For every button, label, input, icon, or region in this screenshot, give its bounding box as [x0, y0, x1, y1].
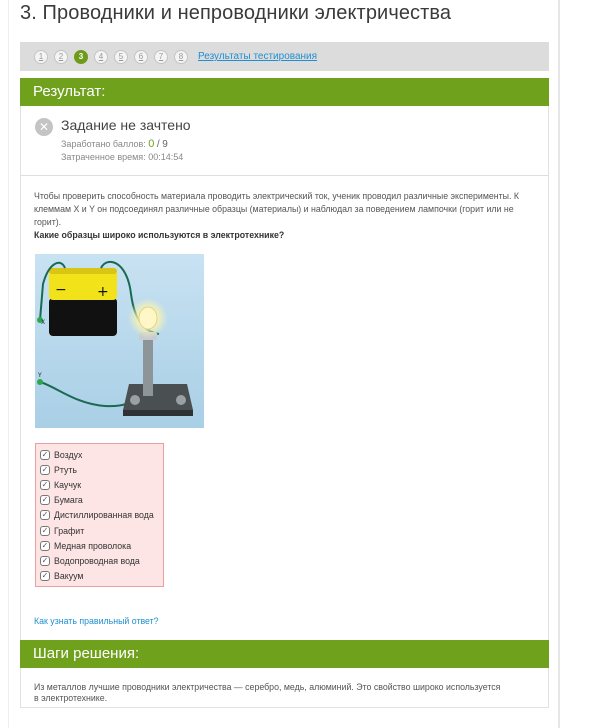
question-description: Чтобы проверить способность материала проводить электрический ток, ученик проводил различные эксперименты. К клеммам X и Y он подсоединял различные образцы (материалы) и наблюдал за поведением лампочки (горит или не горит). [34, 191, 519, 227]
step-navigation [20, 42, 549, 71]
score-line [61, 138, 168, 150]
step-8[interactable]: 8 [174, 50, 188, 64]
circuit-illustration [35, 254, 204, 428]
result-header: Результат: [20, 78, 549, 106]
question-panel [20, 176, 549, 640]
close-circle-icon: ✕ [35, 118, 53, 136]
checkbox-checked-icon[interactable]: ✓ [41, 510, 49, 520]
option-copper-wire[interactable]: ✓ Медная проволока [41, 540, 132, 551]
result-status: Задание не зачтено [61, 117, 191, 133]
checkbox-checked-icon[interactable]: ✓ [41, 449, 49, 459]
circuit-drawing [35, 254, 204, 428]
solution-header: Шаги решения: [20, 640, 549, 668]
checkbox-checked-icon[interactable]: ✓ [41, 555, 49, 565]
option-paper[interactable]: ✓ Бумага [41, 495, 83, 506]
step-5[interactable]: 5 [114, 50, 128, 64]
checkbox-checked-icon[interactable]: ✓ [41, 525, 49, 535]
battery-minus: − [55, 282, 67, 298]
checkbox-checked-icon[interactable]: ✓ [41, 540, 49, 550]
how-to-find-answer-link[interactable]: Как узнать правильный ответ? [34, 616, 159, 626]
terminal-y-label: Y [38, 372, 42, 379]
test-results-link[interactable]: Результаты тестирования [198, 51, 318, 62]
step-7[interactable]: 7 [154, 50, 168, 64]
question-text [34, 190, 524, 242]
frame-border-left [8, 0, 9, 728]
battery-plus: + [97, 284, 109, 300]
frame-border-right [558, 0, 560, 728]
question-prompt: Какие образцы широко используются в электротехнике? [34, 230, 285, 240]
step-2[interactable]: 2 [54, 50, 68, 64]
result-box [20, 106, 549, 176]
checkbox-checked-icon[interactable]: ✓ [41, 571, 49, 581]
solution-panel [20, 668, 549, 708]
option-graphite[interactable]: ✓ Графит [41, 525, 85, 536]
terminal-x-label: X [41, 319, 46, 326]
checkbox-checked-icon[interactable]: ✓ [41, 495, 49, 505]
answer-options [35, 443, 164, 587]
step-6[interactable]: 6 [134, 50, 148, 64]
solution-text: Из металлов лучшие проводники электричества — серебро, медь, алюминий. Это свойство широко используется в электротехнике. [34, 682, 501, 703]
option-vacuum[interactable]: ✓ Вакуум [41, 571, 84, 582]
option-rubber[interactable]: ✓ Каучук [41, 479, 82, 490]
time-value: 00:14:54 [148, 152, 184, 162]
option-tap-water[interactable]: ✓ Водопроводная вода [41, 555, 140, 566]
score-separator: / [156, 139, 160, 150]
step-4[interactable]: 4 [94, 50, 108, 64]
time-line [61, 152, 183, 162]
step-1[interactable]: 1 [34, 50, 48, 64]
option-air[interactable]: ✓ Воздух [41, 449, 83, 460]
time-label: Затраченное время: [61, 152, 146, 162]
page-title: 3. Проводники и непроводники электричества [20, 2, 452, 24]
step-3[interactable]: 3 [74, 50, 88, 64]
score-value: 0 [148, 138, 155, 150]
checkbox-checked-icon[interactable]: ✓ [41, 479, 49, 489]
option-mercury[interactable]: ✓ Ртуть [41, 464, 78, 475]
checkbox-checked-icon[interactable]: ✓ [41, 464, 49, 474]
option-distilled-water[interactable]: ✓ Дистиллированная вода [41, 510, 154, 521]
score-max: 9 [162, 139, 168, 150]
score-label: Заработано баллов: [61, 139, 146, 149]
